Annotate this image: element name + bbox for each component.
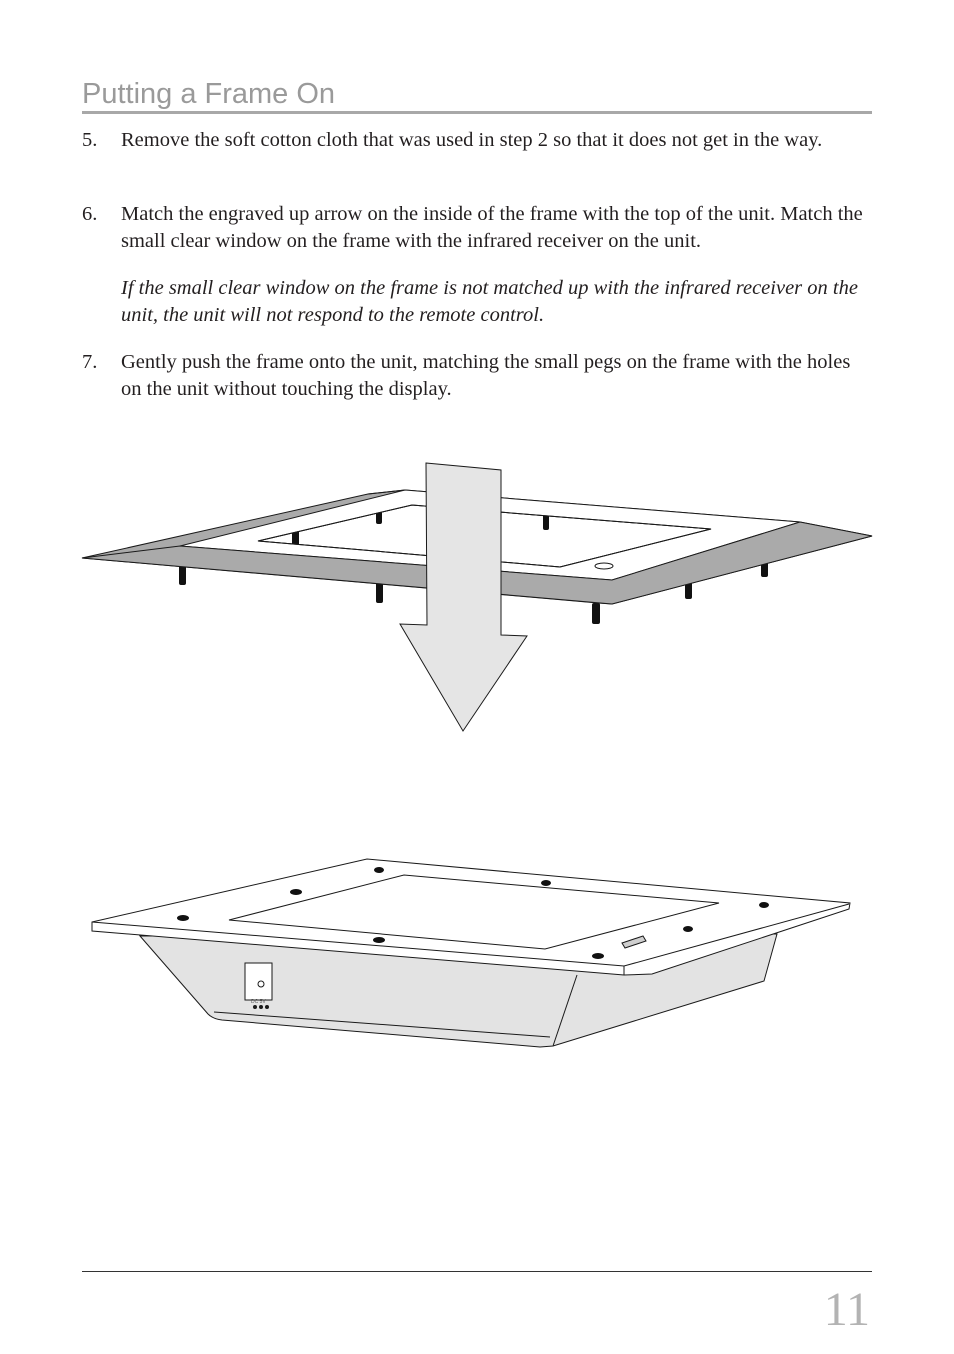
page-number: 11 [823, 1283, 870, 1336]
step-text: Gently push the frame onto the unit, matching the small pegs on the frame with the holes on the unit without touching the display. [121, 351, 851, 400]
power-jack-icon [245, 963, 272, 1000]
unit-drawing [92, 859, 850, 1047]
page-title: Putting a Frame On [82, 78, 336, 110]
power-jack-label: DC 5V [251, 999, 266, 1005]
step-text: Remove the soft cotton cloth that was used in step 2 so that it does not get in the way. [121, 129, 823, 151]
step-number: 6. [82, 203, 98, 225]
step-number: 5. [82, 129, 98, 151]
step-number: 7. [82, 351, 98, 373]
ir-window-icon [595, 563, 613, 569]
infrared-note: If the small clear window on the frame is not matched up with the infrared receiver on the unit, the unit will not respond to the remote control. [121, 277, 858, 326]
step-text: Match the engraved up arrow on the inside of the frame with the top of the unit. Match the small clear window on the frame with the infrared receiver on the unit. [121, 203, 863, 252]
footer-divider [82, 1271, 872, 1272]
